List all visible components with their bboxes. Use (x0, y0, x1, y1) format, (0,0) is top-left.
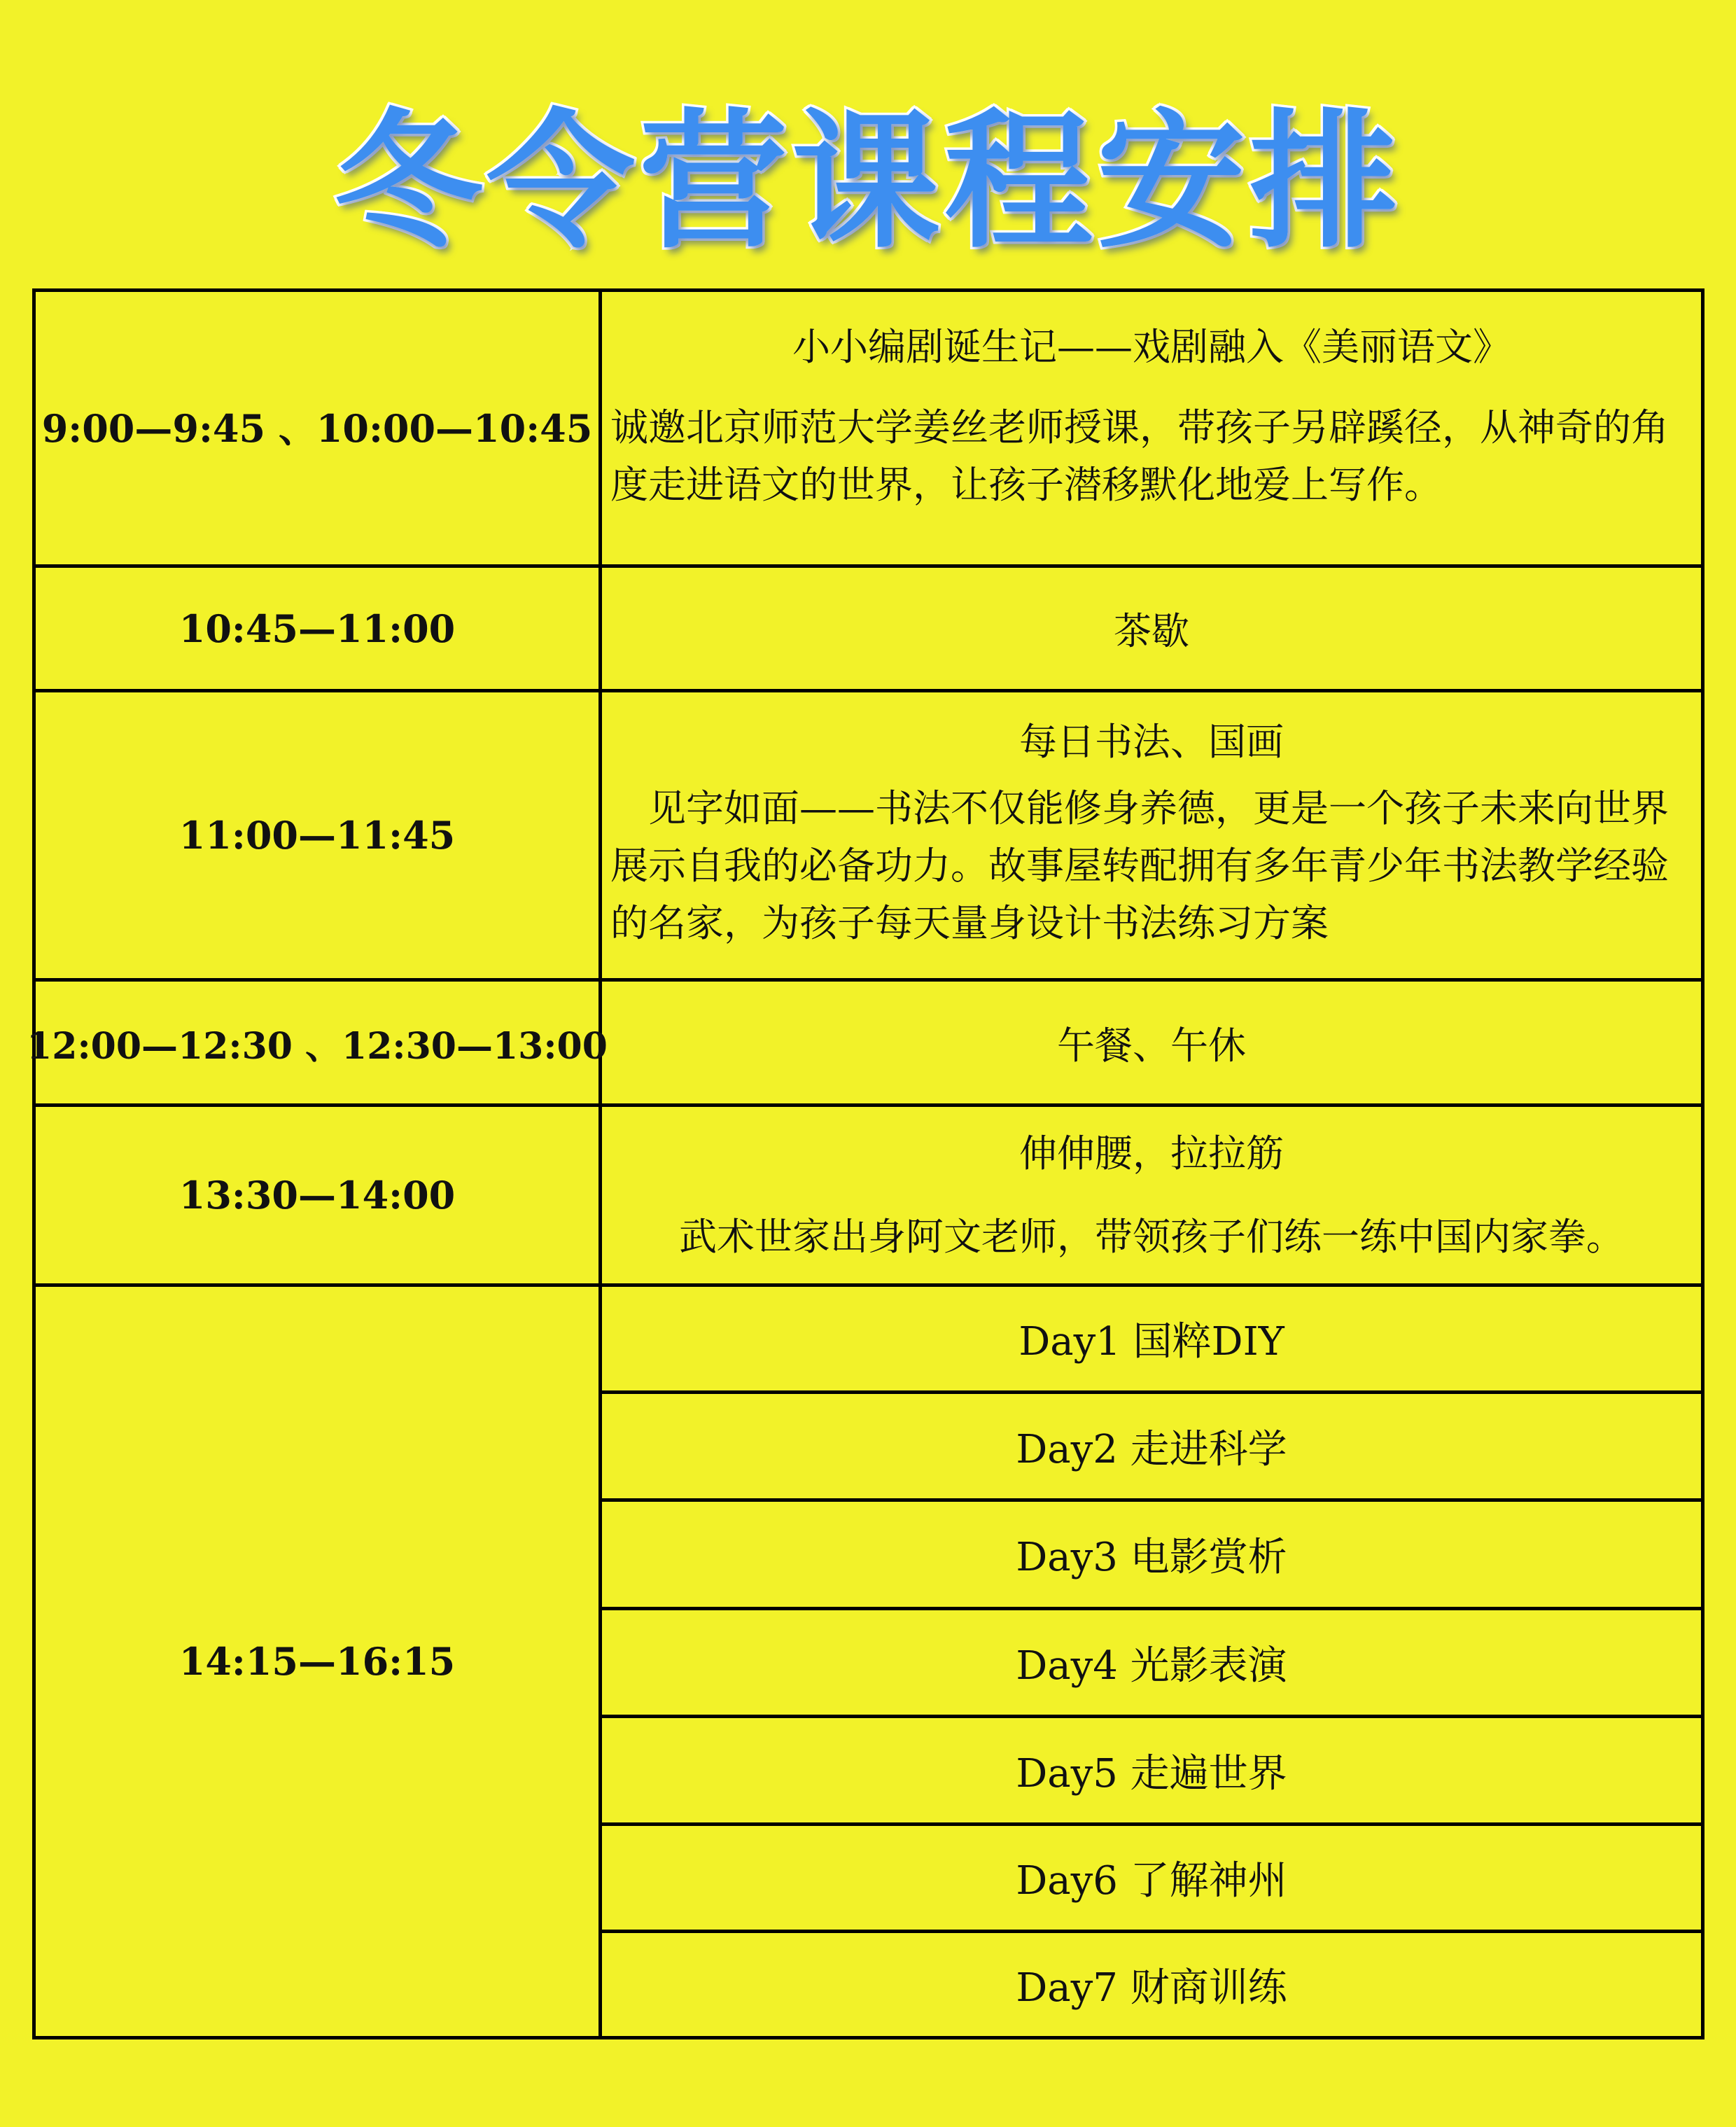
day-course: Day2 走进科学 (1016, 1426, 1287, 1472)
time-cell (36, 692, 598, 978)
course-description: 见字如面——书法不仅能修身养德，更是一个孩子未来向世界展示自我的必备功力。故事屋转配拥有多年青少年书法教学经验的名家，为孩子每天量身设计书法练习方案 (610, 786, 1669, 945)
time-cell (36, 1107, 598, 1283)
day-cell (602, 1826, 1701, 1930)
course-title: 每日书法、国画 (1019, 720, 1284, 764)
day-course: Day1 国粹DIY (1018, 1319, 1284, 1365)
day-cell (602, 1394, 1701, 1498)
day-cell (602, 1502, 1701, 1607)
day-cell (602, 1718, 1701, 1822)
time-slot: 10:45—11:00 (178, 606, 456, 651)
time-cell (36, 568, 598, 689)
time-slot: 12:00—12:30 、12:30—13:00 (27, 1024, 608, 1068)
day-course: Day3 电影赏析 (1016, 1535, 1287, 1580)
table-border-right (1701, 288, 1704, 2039)
course-title: 伸伸腰，拉拉筋 (1019, 1131, 1284, 1176)
time-slot: 9:00—9:45 、10:00—10:45 (41, 406, 593, 451)
day-cell (602, 1610, 1701, 1715)
course-description: 武术世家出身阿文老师，带领孩子们练一练中国内家拳。 (679, 1215, 1624, 1259)
time-cell (27, 982, 608, 1103)
course-cell (602, 982, 1701, 1103)
course-cell (602, 568, 1701, 689)
course-cell (602, 1107, 1701, 1283)
time-slot: 14:15—16:15 (178, 1639, 456, 1684)
course-title: 小小编剧诞生记——戏剧融入《美丽语文》 (792, 325, 1511, 369)
day-course: Day7 财商训练 (1016, 1965, 1287, 2011)
day-course: Day5 走遍世界 (1016, 1750, 1287, 1797)
page-title: 冬令营课程安排 (334, 95, 1402, 268)
course-cell (602, 692, 1701, 978)
time-cell (36, 1287, 598, 2036)
day-course: Day6 了解神州 (1016, 1858, 1287, 1904)
day-course: Day4 光影表演 (1016, 1643, 1287, 1689)
course-title: 茶歇 (1114, 609, 1189, 653)
course-description: 诚邀北京师范大学姜丝老师授课，带孩子另辟蹊径，从神奇的角度走进语文的世界，让孩子潜移默化地爱上写作。 (610, 405, 1669, 507)
table-border-bottom (32, 2036, 1704, 2039)
time-cell (36, 292, 598, 564)
day-cell (602, 1933, 1701, 2036)
time-slot: 13:30—14:00 (178, 1173, 456, 1218)
course-cell (602, 292, 1701, 564)
course-title: 午餐、午休 (1057, 1023, 1246, 1068)
time-slot: 11:00—11:45 (178, 813, 456, 858)
day-cell (602, 1287, 1701, 1390)
